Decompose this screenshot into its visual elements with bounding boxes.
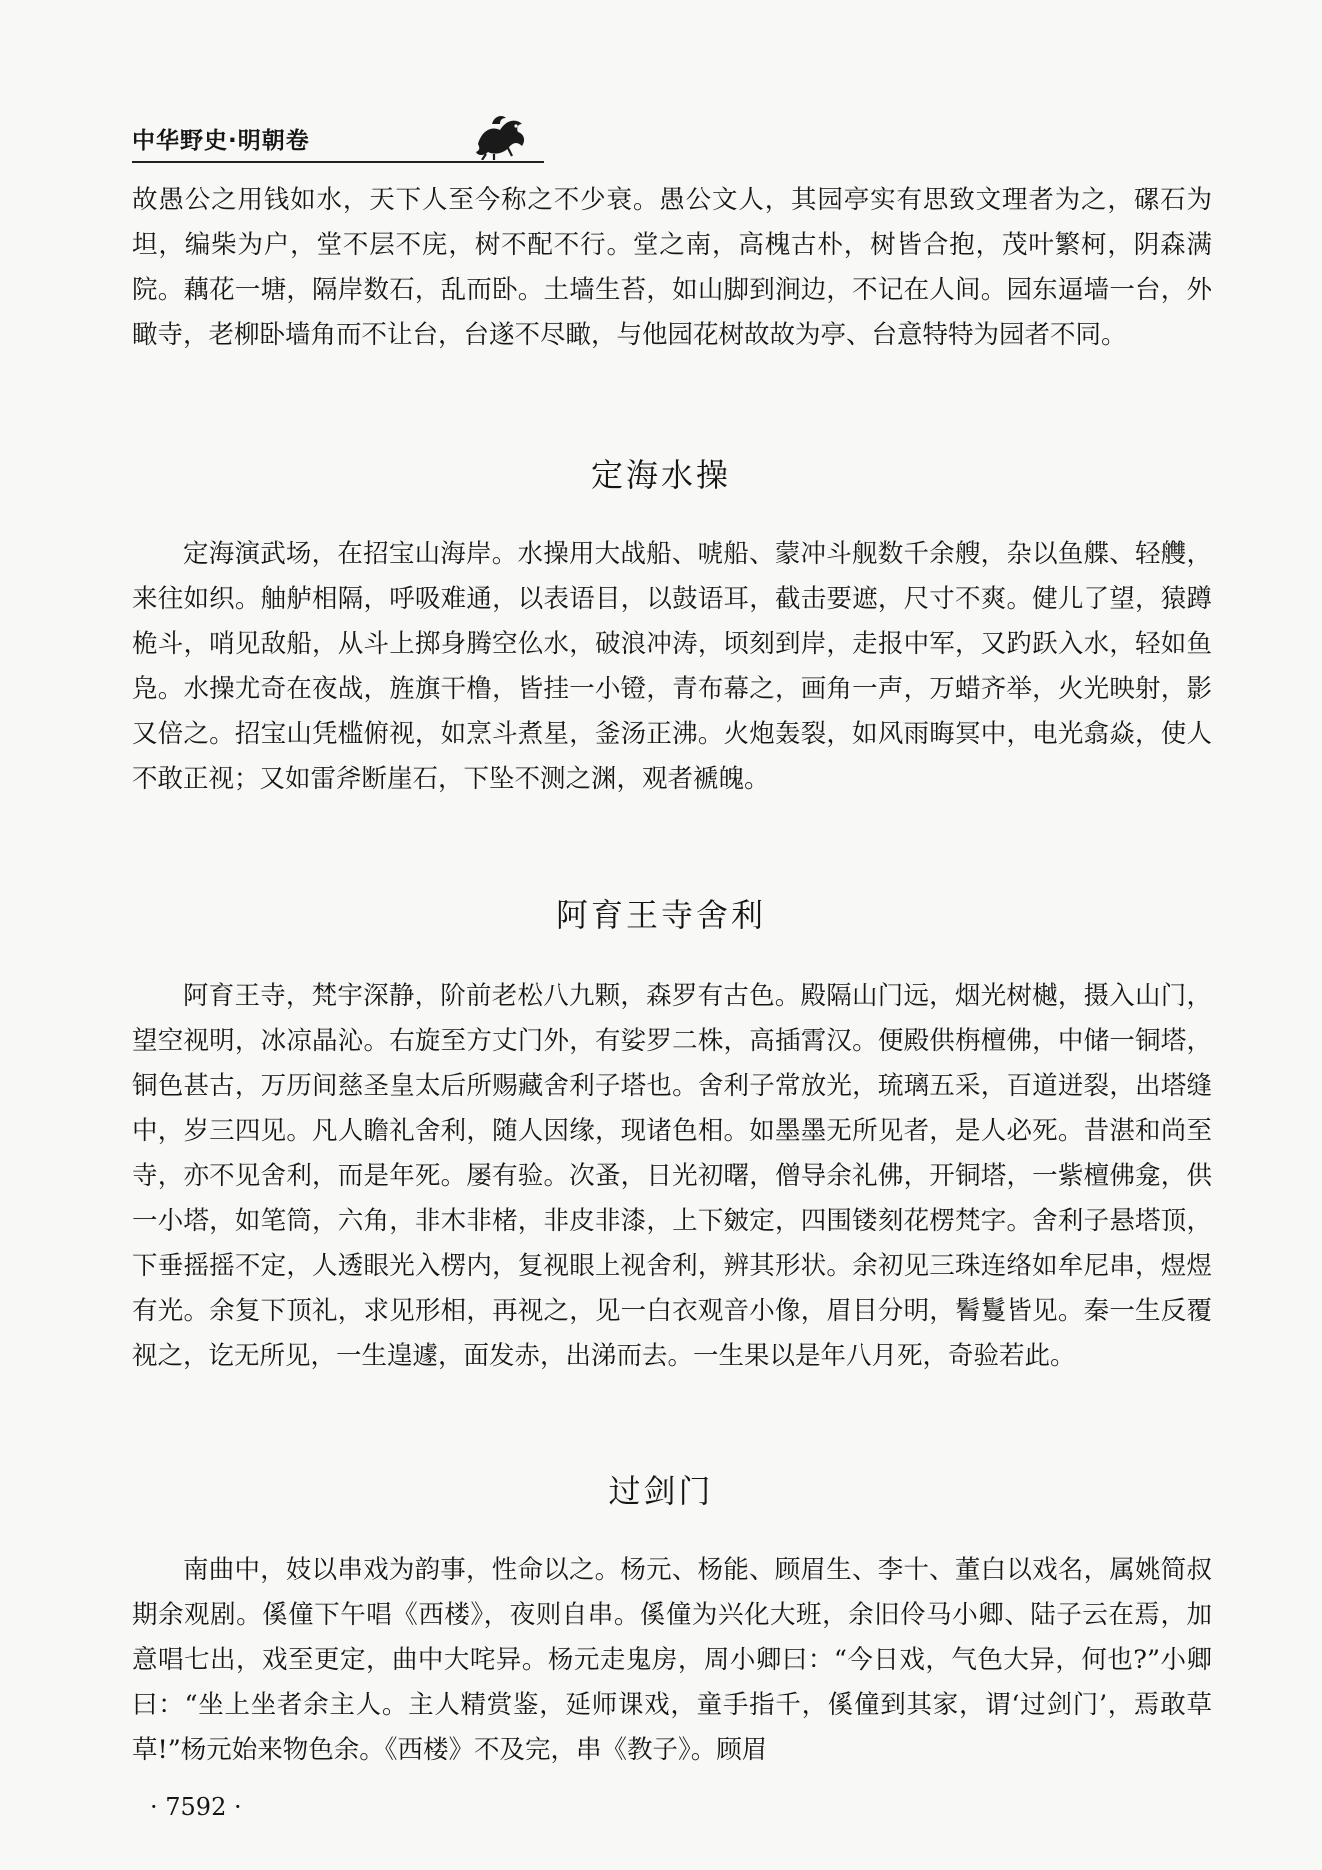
page-number: · 7592 · xyxy=(150,1793,242,1821)
intro-paragraph: 故愚公之用钱如水，天下人至今称之不少衰。愚公文人，其园亭实有思致文理者为之，磥石为坦，编柴为户，堂不层不庑，树不配不行。堂之南，高槐古朴，树皆合抱，茂叶繁柯，阴森满院。藕花一塘，隔岸数石，乱而卧。土墙生苔，如山脚到涧边，不记在人间。园东逼墙一台，外瞰寺，老柳卧墙角而不让台，台遂不尽瞰，与他园花树故故为亭、台意特特为园者不同。 xyxy=(132,185,1212,350)
header-rule xyxy=(132,161,544,163)
section-body-dinghai: 定海演武场，在招宝山海岸。水操用大战船、唬船、蒙冲斗舰数千余艘，杂以鱼艓、轻艭，来往如织。舳舻相隔，呼吸难通，以表语目，以鼓语耳，截击要遮，尺寸不爽。健儿了望，猿蹲桅斗，哨见敌船，从斗上掷身腾空仫水，破浪冲涛，顷刻到岸，走报中军，又趵跃入水，轻如鱼凫。水操尤奇在夜战，旌旗干橹，皆挂一小镫，青布幕之，画角一声，万蜡齐举，火光映射，影又倍之。招宝山凭槛俯视，如烹斗煮星，釜汤正沸。火炮轰裂，如风雨晦冥中，电光翕焱，使人不敢正视；又如雷斧断崖石，下坠不测之渊，观者褫魄。 xyxy=(132,539,1212,794)
book-title: 中华野史·明朝卷 xyxy=(132,128,310,154)
section-title-jianmen: 过剑门 xyxy=(608,1472,714,1510)
section-body-jianmen: 南曲中，妓以串戏为韵事，性命以之。杨元、杨能、顾眉生、李十、董白以戏名，属姚简叔期余观剧。傒僮下午唱《西楼》，夜则自串。傒僮为兴化大班，余旧伶马小卿、陆子云在焉，加意唱七出，戏至更定，曲中大咤异。杨元走鬼房，周小卿曰：“今日戏，气色大异，何也?”小卿曰：“坐上坐者余主人。主人精赏鉴，延师课戏，童手指千，傒僮到其家，谓‘过剑门’，焉敢草草!”杨元始来物色余。《西楼》不及完，串《教子》。顾眉 xyxy=(132,1555,1212,1765)
section-title-ayuwang: 阿育王寺舍利 xyxy=(555,896,766,934)
section-title-dinghai: 定海水操 xyxy=(590,456,731,494)
section-body-ayuwang: 阿育王寺，梵宇深静，阶前老松八九颗，森罗有古色。殿隔山门远，烟光树樾，摄入山门，望空视明，冰凉晶沁。右旋至方丈门外，有娑罗二株，高插霄汉。便殿供栴檀佛，中储一铜塔，铜色甚古，万历间慈圣皇太后所赐藏舍利子塔也。舍利子常放光，琉璃五采，百道迸裂，出塔缝中，岁三四见。凡人瞻礼舍利，随人因缘，现诸色相。如墨墨无所见者，是人必死。昔湛和尚至寺，亦不见舍利，而是年死。屡有验。次蚤，日光初曙，僧导余礼佛，开铜塔，一紫檀佛龛，供一小塔，如笔筒，六角，非木非楮，非皮非漆，上下皴定，四围镂刻花楞梵字。舍利子悬塔顶，下垂摇摇不定，人透眼光入楞内，复视眼上视舍利，辨其形状。余初见三珠连络如牟尼串，煜煜有光。余复下顶礼，求见形相，再视之，见一白衣观音小像，眉目分明，鬌鬘皆见。秦一生反覆视之，讫无所见，一生遑遽，面发赤，出涕而去。一生果以是年八月死，奇验若此。 xyxy=(132,981,1212,1371)
dragon-emblem-icon xyxy=(472,110,528,160)
running-header xyxy=(132,108,544,160)
